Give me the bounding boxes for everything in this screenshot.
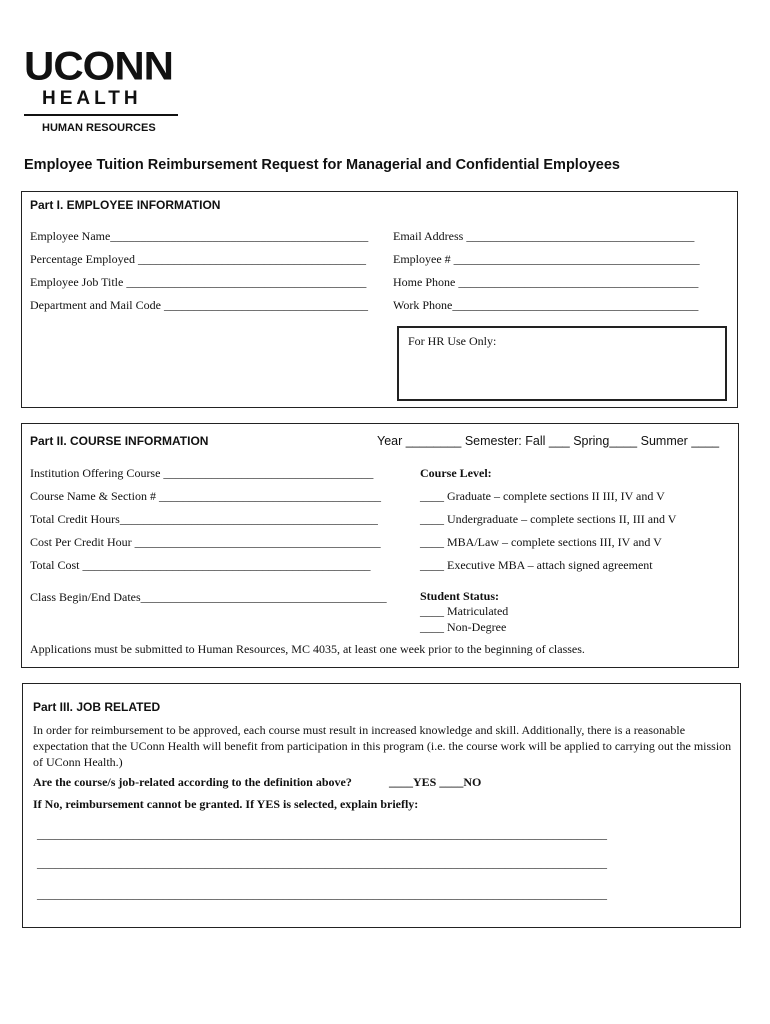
term-line[interactable]: Year ________ Semester: Fall ___ Spring____ Summer ____ (377, 434, 720, 448)
part3-heading: Part III. JOB RELATED (33, 700, 161, 714)
employee-name-field[interactable]: Employee Name___________________________________________ (30, 229, 369, 243)
logo-sub: HEALTH (42, 88, 142, 109)
logo-divider (24, 114, 178, 116)
job-related-paragraph: In order for reimbursement to be approved, each course must result in increased knowledge and skill. Additionally, there is a reasonable expectation that the UConn Health will benefit from participation in this program (i.e. the course work will be applied to carrying out the mission of UConn Health.) (33, 723, 732, 769)
employee-number-field[interactable]: Employee # _________________________________________ (393, 252, 700, 266)
status-matriculated-option[interactable]: ____ Matriculated (420, 604, 509, 618)
logo-department: HUMAN RESOURCES (42, 122, 156, 134)
status-non-degree-option[interactable]: ____ Non-Degree (420, 620, 507, 634)
home-phone-field[interactable]: Home Phone ________________________________________ (393, 275, 699, 289)
institution-field[interactable]: Institution Offering Course ___________________________________ (30, 466, 374, 480)
level-undergraduate-option[interactable]: ____ Undergraduate – complete sections II, III and V (420, 512, 677, 526)
part3-section (22, 683, 741, 928)
level-graduate-option[interactable]: ____ Graduate – complete sections II III, IV and V (420, 489, 665, 503)
job-related-question: Are the course/s job-related according to the definition above? (33, 775, 352, 789)
job-title-field[interactable]: Employee Job Title ________________________________________ (30, 275, 367, 289)
logo-brand: UCONN (24, 43, 173, 88)
submission-note: Applications must be submitted to Human Resources, MC 4035, at least one week prior to the beginning of classes. (30, 642, 585, 656)
part2-heading: Part II. COURSE INFORMATION (30, 434, 209, 448)
hr-use-box (397, 326, 727, 401)
part1-section (21, 191, 738, 408)
total-cost-field[interactable]: Total Cost ________________________________________________ (30, 558, 371, 572)
hr-use-label: For HR Use Only: (408, 334, 497, 348)
explanation-line[interactable]: _______________________________________________________________________________________________ (37, 856, 607, 870)
explanation-line[interactable]: _______________________________________________________________________________________________ (37, 887, 607, 901)
department-field[interactable]: Department and Mail Code __________________________________ (30, 298, 368, 312)
level-executive-mba-option[interactable]: ____ Executive MBA – attach signed agreement (420, 558, 653, 572)
form-title: Employee Tuition Reimbursement Request for Managerial and Confidential Employees (24, 157, 620, 173)
yes-no-options[interactable]: ____YES ____NO (389, 775, 482, 789)
course-name-field[interactable]: Course Name & Section # _____________________________________ (30, 489, 381, 503)
part1-heading: Part I. EMPLOYEE INFORMATION (30, 198, 221, 212)
part2-section (21, 423, 739, 668)
percentage-employed-field[interactable]: Percentage Employed ______________________________________ (30, 252, 366, 266)
email-field[interactable]: Email Address ______________________________________ (393, 229, 695, 243)
explain-prompt: If No, reimbursement cannot be granted. If YES is selected, explain briefly: (33, 797, 419, 811)
credit-hours-field[interactable]: Total Credit Hours___________________________________________ (30, 512, 378, 526)
level-mba-law-option[interactable]: ____ MBA/Law – complete sections III, IV and V (420, 535, 662, 549)
cost-per-credit-field[interactable]: Cost Per Credit Hour _________________________________________ (30, 535, 381, 549)
explanation-line[interactable]: _______________________________________________________________________________________________ (37, 827, 607, 841)
course-level-label: Course Level: (420, 466, 492, 480)
work-phone-field[interactable]: Work Phone_________________________________________ (393, 298, 699, 312)
class-dates-field[interactable]: Class Begin/End Dates_________________________________________ (30, 590, 387, 604)
student-status-label: Student Status: (420, 589, 500, 603)
